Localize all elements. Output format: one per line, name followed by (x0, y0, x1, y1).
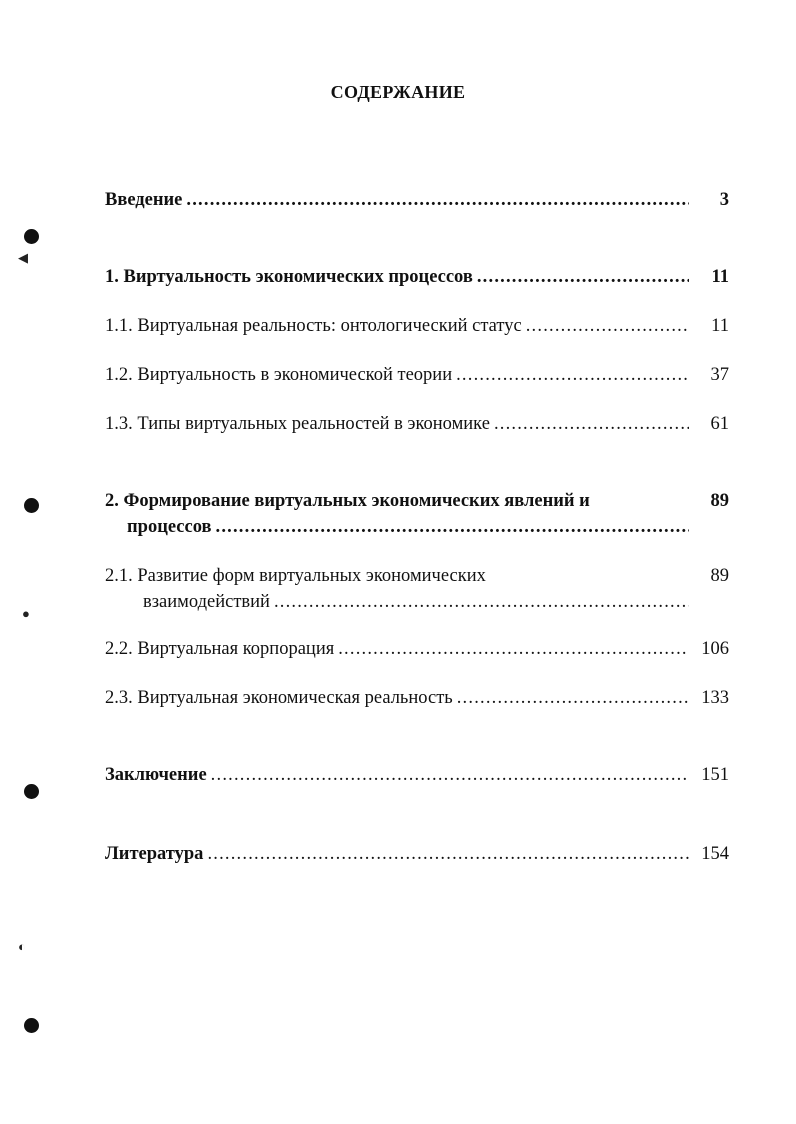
toc-entry-section-2-2[interactable] (105, 636, 729, 662)
toc-entry-references[interactable] (105, 841, 729, 867)
toc-leader (207, 841, 689, 867)
toc-leader (456, 362, 689, 388)
toc-entry-introduction[interactable] (105, 187, 729, 213)
toc-entry-page: 106 (701, 639, 729, 659)
toc-entry-label-line2: взаимодействий (143, 592, 270, 612)
toc-entry-label-line1: 2. Формирование виртуальных экономических явлений и (105, 491, 590, 511)
binder-hole (24, 498, 39, 513)
binder-hole (24, 784, 39, 799)
toc-entry-label: 2.2. Виртуальная корпорация (105, 639, 335, 659)
toc-entry-label-line2: процессов (127, 517, 212, 537)
toc-entry-label: 1. Виртуальность экономических процессов (105, 267, 473, 287)
toc-leader (274, 589, 689, 615)
toc-entry-conclusion[interactable] (105, 762, 729, 788)
toc-entry-page: 133 (701, 688, 729, 708)
toc-entry-page: 37 (710, 365, 729, 385)
toc-entry-page: 61 (710, 414, 729, 434)
toc-entry-label: 1.2. Виртуальность в экономической теории (105, 365, 453, 385)
binder-hole (24, 1018, 39, 1033)
toc-entry-label: Введение (105, 190, 183, 210)
toc-leader (338, 636, 689, 662)
toc-entry-label: 1.3. Типы виртуальных реальностей в экономике (105, 414, 490, 434)
toc-entry-section-1-2[interactable] (105, 362, 729, 388)
toc-entry-page: 11 (711, 267, 729, 287)
page-title: СОДЕРЖАНИЕ (330, 82, 466, 102)
toc-entry-label: 1.1. Виртуальная реальность: онтологический статус (105, 316, 522, 336)
toc-entry-label: Литература (105, 844, 204, 864)
toc-entry-page: 89 (710, 566, 729, 586)
scan-speck-icon: ◐ (18, 939, 26, 954)
toc-entry-label-line1: 2.1. Развитие форм виртуальных экономических (105, 566, 486, 586)
toc-entry-page: 3 (719, 190, 729, 210)
toc-entry-section-2-3[interactable] (105, 685, 729, 711)
toc-entry-label: 2.3. Виртуальная экономическая реальность (105, 688, 453, 708)
toc-leader (186, 187, 689, 213)
toc-leader (211, 762, 689, 788)
toc-entry-chapter-2[interactable] (105, 488, 729, 540)
scan-speck-icon: ● (22, 606, 30, 621)
toc-entry-label: Заключение (105, 765, 207, 785)
toc-entry-page: 151 (701, 765, 729, 785)
toc-entry-section-2-1[interactable] (105, 563, 729, 615)
toc-leader (477, 264, 689, 290)
toc-entry-page: 89 (710, 491, 729, 511)
toc-entry-section-1-1[interactable] (105, 313, 729, 339)
toc-leader (526, 313, 689, 339)
toc-leader (494, 411, 689, 437)
toc-entry-section-1-3[interactable] (105, 411, 729, 437)
toc-entry-page: 11 (711, 316, 729, 336)
scan-speck-icon: ◀ (18, 250, 28, 265)
toc-entry-chapter-1[interactable] (105, 264, 729, 290)
toc-leader (216, 514, 690, 540)
toc-entry-page: 154 (701, 844, 729, 864)
binder-hole (24, 229, 39, 244)
toc-leader (457, 685, 689, 711)
